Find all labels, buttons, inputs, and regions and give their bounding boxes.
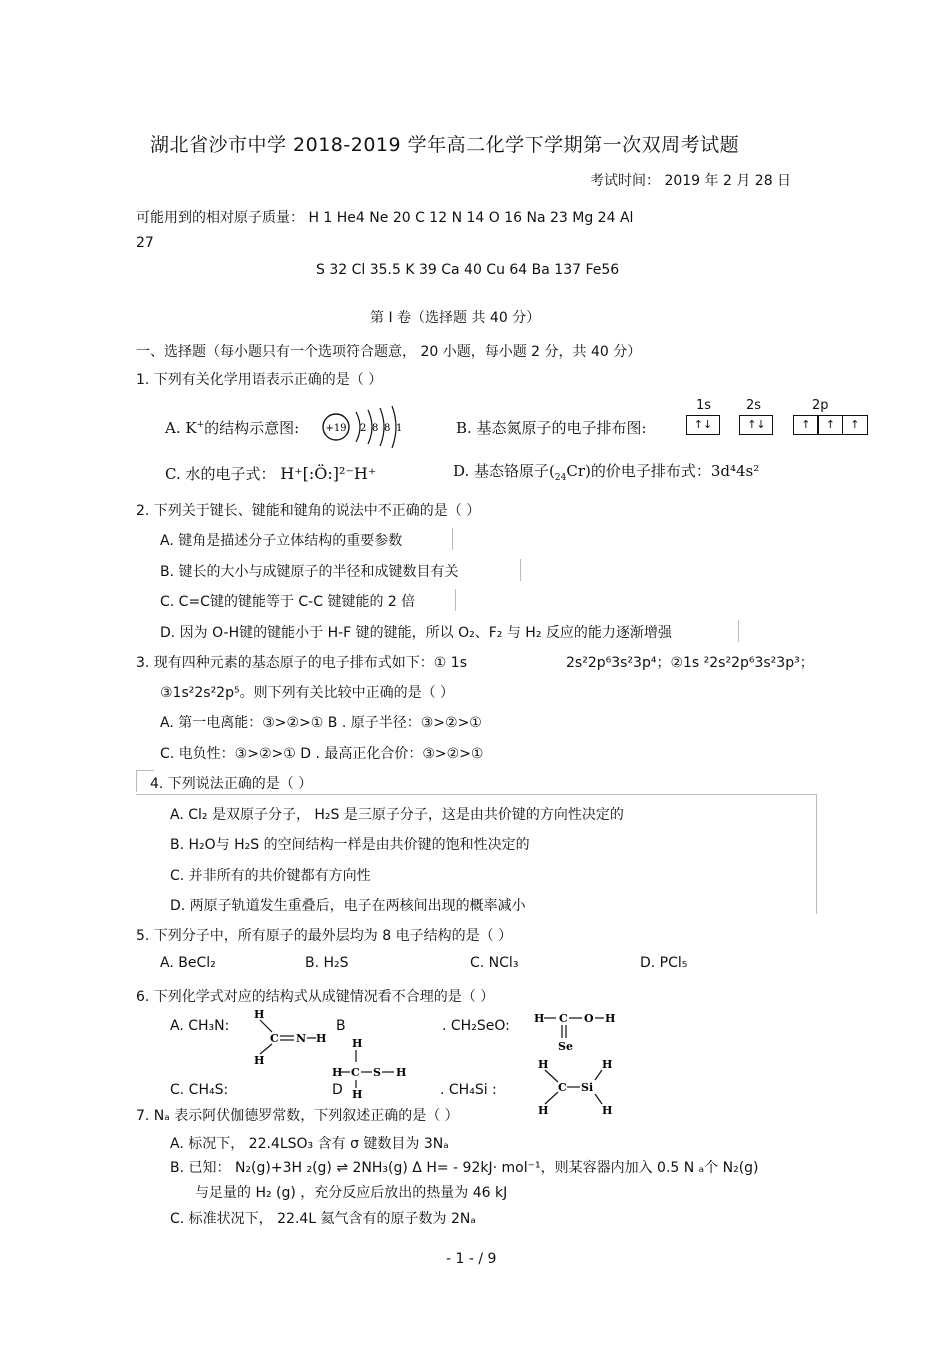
q1-d-sub: 24 xyxy=(554,473,567,483)
question-2-stem: 2. 下列关于键长、键能和键角的说法中不正确的是（ ） xyxy=(136,503,481,519)
q1-c-label: C. 水的电子式： xyxy=(165,465,276,483)
structure-ch4s xyxy=(330,1036,415,1098)
q7-option-b-line2: 与足量的 H₂ (g) ，充分反应后放出的热量为 46 kJ xyxy=(195,1185,508,1201)
question-7-stem: 7. Nₐ 表示阿伏伽德罗常数，下列叙述正确的是（ ） xyxy=(136,1108,459,1124)
q2-option-d: D. 因为 O-H键的键能小于 H-F 键的键能，所以 O₂、F₂ 与 H₂ 反应的能力逐渐增强 xyxy=(160,625,672,641)
exam-time: 考试时间： 2019 年 2 月 28 日 xyxy=(590,173,792,189)
q1-a-text: 的结构示意图: xyxy=(204,419,300,437)
atomic-masses-line1b: 27 xyxy=(136,235,154,251)
svg-text:H: H xyxy=(316,1032,327,1045)
svg-text:C: C xyxy=(351,1066,360,1079)
svg-text:H: H xyxy=(352,1088,363,1098)
q2-option-c: C. C=C键的键能等于 C-C 键键能的 2 倍 xyxy=(160,594,416,610)
svg-text:H: H xyxy=(352,1037,363,1050)
potassium-structure-diagram xyxy=(318,404,408,450)
question-3-stem-c: ③1s²2s²2p⁵。则下列有关比较中正确的是（ ） xyxy=(160,685,455,701)
question-6-stem: 6. 下列化学式对应的结构式从成键情况看不合理的是（ ） xyxy=(136,989,495,1005)
q1-a-label: A. K xyxy=(165,419,197,437)
q7-option-a: A. 标况下， 22.4LSO₃ 含有 σ 键数目为 3Nₐ xyxy=(170,1136,449,1152)
water-electron-formula: H⁺[:Ö:]²⁻H⁺ xyxy=(280,464,377,483)
q6-option-a: A. CH₃N: xyxy=(170,1018,230,1034)
question-5-stem: 5. 下列分子中，所有原子的最外层均为 8 电子结构的是（ ） xyxy=(136,928,513,944)
svg-text:H: H xyxy=(602,1104,613,1117)
q2-option-b: B. 键长的大小与成键原子的半径和成键数目有关 xyxy=(160,564,459,580)
q6-option-d: D xyxy=(332,1082,343,1098)
svg-text:H: H xyxy=(602,1058,613,1071)
svg-text:H: H xyxy=(254,1008,265,1021)
section-header: 第 I 卷（选择题 共 40 分） xyxy=(370,310,541,326)
q6-option-c: C. CH₄S: xyxy=(170,1082,229,1098)
svg-text:H: H xyxy=(538,1104,549,1117)
part-one-instructions: 一、选择题（每小题只有一个选项符合题意， 20 小题，每小题 2 分，共 40 分） xyxy=(136,344,642,360)
orbital-2p-box-1: ↑ xyxy=(793,415,819,435)
q1-option-d xyxy=(453,460,759,483)
svg-text:H: H xyxy=(254,1054,265,1067)
orbital-2p-box-2: ↑ xyxy=(817,415,843,435)
q4-option-c: C. 并非所有的共价键都有方向性 xyxy=(170,868,371,884)
shell-count-4: 1 xyxy=(396,423,403,434)
question-3-stem-b: 2s²2p⁶3s²3p⁴；②1s ²2s²2p⁶3s²3p³； xyxy=(566,655,814,671)
q1-option-a: A. K+的结构示意图: xyxy=(165,419,300,437)
q1-d-label: D. 基态铬原子( xyxy=(453,462,555,480)
q4-option-d: D. 两原子轨道发生重叠后，电子在两核间出现的概率减小 xyxy=(170,898,526,914)
svg-text:S: S xyxy=(373,1066,381,1079)
svg-text:Si: Si xyxy=(581,1081,594,1094)
question-1-stem: 1. 下列有关化学用语表示正确的是（ ） xyxy=(136,372,383,388)
svg-text:H: H xyxy=(605,1012,616,1025)
shell-count-1: 2 xyxy=(360,423,367,434)
q6-option-b-formula: . CH₂SeO: xyxy=(442,1018,510,1034)
q1-option-b: B. 基态氮原子的电子排布图: xyxy=(456,419,647,437)
q7-option-c: C. 标准状况下， 22.4L 氦气含有的原子数为 2Nₐ xyxy=(170,1211,476,1227)
structure-ch2seo xyxy=(532,1008,622,1056)
atomic-masses-line1: 可能用到的相对原子质量： H 1 He4 Ne 20 C 12 N 14 O 16 Na 23 Mg 24 Al xyxy=(136,210,634,226)
q7-option-b-line1: B. 已知： N₂(g)+3H ₂(g) ⇌ 2NH₃(g) Δ H= - 92kJ· mol⁻¹，则某容器内加入 0.5 N ₐ个 N₂(g) xyxy=(170,1160,759,1176)
orbital-2s-box: ↑↓ xyxy=(739,415,773,435)
shell-count-3: 8 xyxy=(384,423,391,434)
svg-text:C: C xyxy=(558,1081,567,1094)
structure-ch4si xyxy=(536,1056,616,1120)
svg-text:H: H xyxy=(534,1012,545,1025)
orbital-1s-box: ↑↓ xyxy=(686,415,720,435)
svg-text:H: H xyxy=(396,1066,407,1079)
structure-ch3n xyxy=(250,1006,330,1068)
q5-option-c: C. NCl₃ xyxy=(470,955,519,971)
orbital-2s-label: 2s xyxy=(746,398,762,413)
q6-option-b: B xyxy=(336,1018,346,1034)
q4-option-b: B. H₂O与 H₂S 的空间结构一样是由共价键的饱和性决定的 xyxy=(170,837,530,853)
page-number: - 1 - / 9 xyxy=(446,1251,497,1267)
q2-option-a: A. 键角是描述分子立体结构的重要参数 xyxy=(160,533,403,549)
shell-count-2: 8 xyxy=(372,423,379,434)
q1-d-text: Cr)的价电子排布式：3d⁴4s² xyxy=(566,462,760,480)
question-4-stem: 4. 下列说法正确的是（ ） xyxy=(150,776,313,792)
question-3-stem-a: 3. 现有四种元素的基态原子的电子排布式如下：① 1s xyxy=(136,655,468,671)
q3-options-cd: C. 电负性：③>②>① D . 最高正化合价：③>②>① xyxy=(160,746,484,762)
svg-text:N: N xyxy=(296,1032,307,1045)
svg-text:H: H xyxy=(332,1066,343,1079)
orbital-box-diagram xyxy=(686,415,866,435)
q3-options-ab: A. 第一电离能：③>②>① B . 原子半径：③>②>① xyxy=(160,715,482,731)
page-title: 湖北省沙市中学 2018-2019 学年高二化学下学期第一次双周考试题 xyxy=(150,134,740,156)
orbital-2p-label: 2p xyxy=(812,398,829,413)
svg-text:C: C xyxy=(559,1012,568,1025)
atomic-masses-line2: S 32 Cl 35.5 K 39 Ca 40 Cu 64 Ba 137 Fe56 xyxy=(316,262,620,278)
svg-text:H: H xyxy=(538,1058,549,1071)
q5-option-b: B. H₂S xyxy=(305,955,349,971)
q6-option-d-formula: . CH₄Si : xyxy=(440,1082,497,1098)
svg-text:C: C xyxy=(270,1032,279,1045)
orbital-2p-box-3: ↑ xyxy=(842,415,868,435)
q5-option-a: A. BeCl₂ xyxy=(160,955,216,971)
svg-text:Se: Se xyxy=(558,1040,573,1053)
q5-option-d: D. PCl₅ xyxy=(640,955,688,971)
svg-text:O: O xyxy=(584,1012,594,1025)
nucleus-charge: +19 xyxy=(325,423,347,434)
q4-option-a: A. Cl₂ 是双原子分子， H₂S 是三原子分子，这是由共价键的方向性决定的 xyxy=(170,807,624,823)
q1-option-c xyxy=(165,463,376,484)
orbital-1s-label: 1s xyxy=(696,398,712,413)
